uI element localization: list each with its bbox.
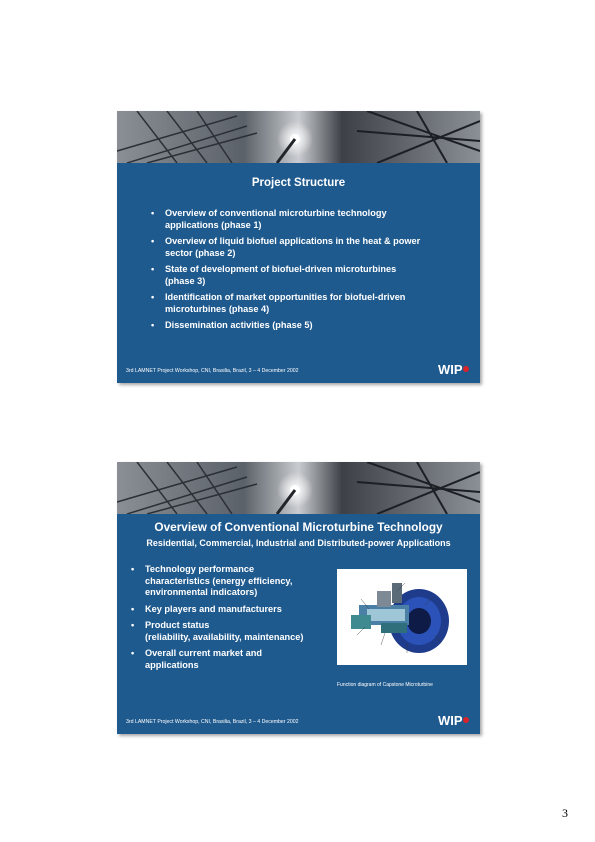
diagram-caption: Function diagram of Capstone Microturbine [337, 682, 433, 688]
list-item: • Identification of market opportunities for biofuel-driven microturbines (phase 4) [151, 292, 406, 314]
slide-footer: 3rd LAMNET Project Workshop, CNI, Brasilia, Brazil, 3 – 4 December 2002 [126, 719, 299, 725]
wip-logo [438, 713, 470, 727]
list-item: • State of development of biofuel-driven microturbines (phase 3) [151, 264, 397, 286]
list-item: • Key players and manufacturers [131, 603, 282, 614]
slide-subtitle: Residential, Commercial, Industrial and Distributed-power Applications [146, 538, 451, 548]
slide-title: Project Structure [251, 177, 346, 189]
slide-project-structure [117, 111, 480, 383]
slide-content [117, 514, 480, 734]
svg-text:WIP: WIP [438, 362, 463, 376]
page-number: 3 [562, 806, 568, 820]
list-item: • Dissemination activities (phase 5) [151, 320, 313, 330]
microturbine-diagram [337, 569, 467, 665]
slide-title: Overview of Conventional Microturbine Technology [154, 520, 443, 534]
banner-image [117, 111, 480, 163]
wip-logo [438, 362, 470, 376]
slide-content [117, 163, 480, 383]
bullet-list [151, 208, 451, 337]
list-item: • Overview of liquid biofuel applications in the heat & power sector (phase 2) [151, 236, 421, 258]
slide-microturbine-overview [117, 462, 480, 734]
slide-footer: 3rd LAMNET Project Workshop, CNI, Brasilia, Brazil, 3 – 4 December 2002 [126, 368, 299, 374]
list-item: • Overall current market and applications [131, 648, 262, 670]
banner-image [117, 462, 480, 514]
list-item: • Technology performance characteristics (energy efficiency, environmental indicators) [131, 564, 293, 597]
bullet-list [131, 564, 331, 676]
svg-text:WIP: WIP [438, 713, 463, 727]
list-item: • Overview of conventional microturbine technology applications (phase 1) [151, 208, 387, 230]
list-item: • Product status (reliability, availability, maintenance) [131, 620, 304, 642]
